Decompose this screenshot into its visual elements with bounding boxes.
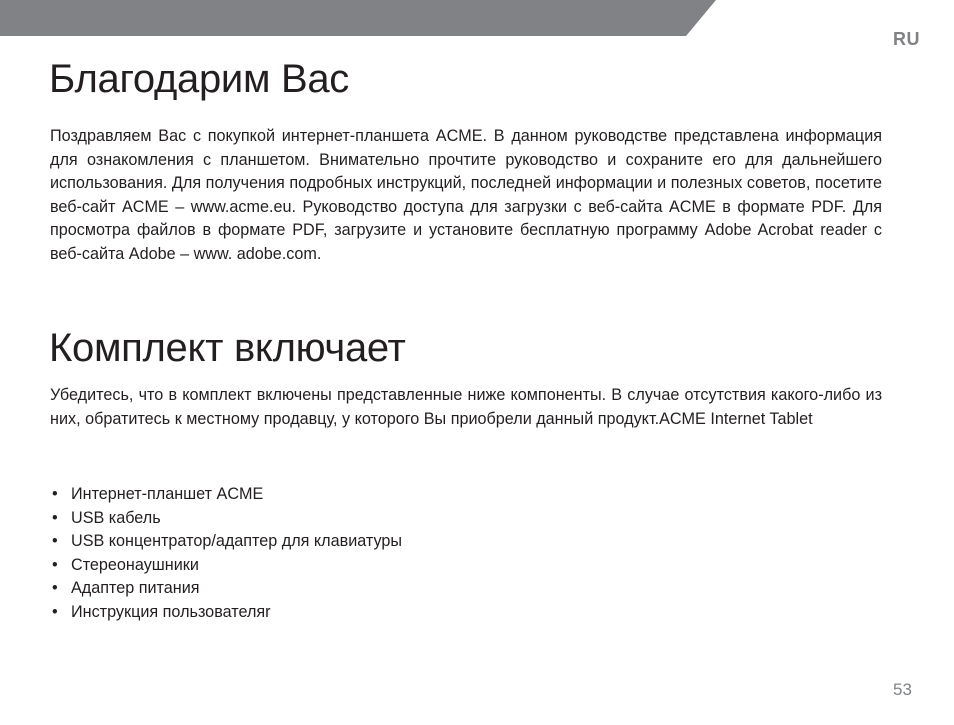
language-label: RU	[893, 29, 920, 49]
kit-list	[50, 483, 402, 624]
list-item-label: Стереонаушники	[71, 555, 199, 574]
page-number: 53	[893, 680, 912, 699]
bullet-icon: •	[52, 579, 58, 597]
section-text-thanks: Поздравляем Вас с покупкой интернет-планшета ACME. В данном руководстве представлена информация для ознакомления с планшетом. Внимательно прочтите руководство и сохраните его для дальнейшего использования. Для получения подробных инструкций, последней информации и полезных советов, посетите веб-сайт ACME – www.acme.eu. Руководство доступа для загрузки с веб-сайта ACME в формате PDF. Для просмотра файлов в формате PDF, загрузите и установите бесплатную программу Adobe Acrobat reader с веб-сайта Adobe – www. adobe.com.	[50, 127, 882, 263]
list-item	[50, 483, 402, 507]
bullet-icon: •	[52, 555, 58, 574]
list-item	[50, 507, 402, 531]
list-item-label: Инструкция пользователяr	[71, 602, 271, 621]
list-item-label: USB концентратор/адаптер для клавиатуры	[71, 532, 403, 550]
list-item-label: Адаптер питания	[71, 579, 200, 597]
section-text-kit: Убедитесь, что в комплект включены представленные ниже компоненты. В случае отсутствия какого-либо из них, обратитесь к местному продавцу, у которого Вы приобрели данный продукт.ACME Internet Tablet	[50, 386, 882, 428]
section-title-thanks: Благодарим Вас	[49, 57, 349, 101]
bullet-icon: •	[52, 602, 58, 621]
list-item-label: Интернет-планшет ACME	[71, 485, 264, 503]
bullet-icon: •	[52, 485, 58, 503]
bullet-icon: •	[52, 532, 58, 550]
header-band	[0, 0, 716, 36]
list-item	[50, 530, 402, 554]
list-item	[50, 577, 402, 601]
section-title-kit: Комплект включает	[49, 326, 406, 370]
list-item-label: USB кабель	[71, 508, 161, 527]
list-item	[50, 601, 402, 625]
list-item	[50, 554, 402, 578]
bullet-icon: •	[52, 508, 58, 527]
